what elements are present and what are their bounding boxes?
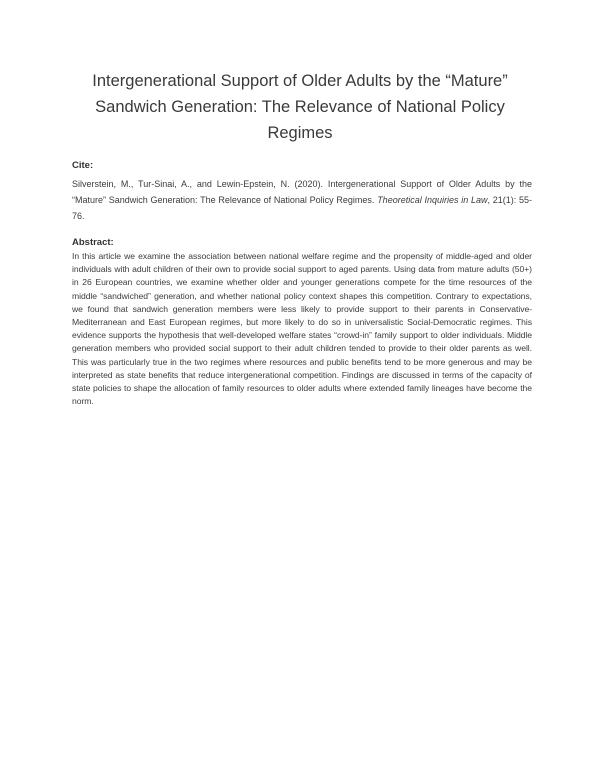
cite-label: Cite: — [72, 160, 94, 171]
citation-volume-pages: , 21(1): 55-76. — [72, 195, 532, 221]
citation — [72, 176, 532, 224]
citation-journal: Theoretical Inquiries in Law — [377, 195, 488, 205]
abstract-text: In this article we examine the association between national welfare regime and the propensity of middle-aged and older individuals with adult children of their own to provide social support to aged parents. Using data from mature adults (50+) in 26 European countries, we examine whether older and younger generations compete for the time resources of the middle “sandwiched” generation, and whether national policy context shapes this competition. Contrary to expectations, we found that sandwich generation members were less likely to provide support to their parents in Conservative-Mediterranean and East European regimes, but more likely to do so in universalistic Social-Democratic regimes. This evidence supports the hypothesis that well-developed welfare states “crowd-in” family support to older individuals. Middle generation members who provided social support to their adult children tended to provide to their older parents as well. This was particularly true in the two regimes where resources and public benefits tend to be more generous and may be interpreted as state benefits that reduce intergenerational competition. Findings are discussed in terms of the capacity of state policies to shape the allocation of family resources to older adults where extended family lineages have become the norm. — [72, 251, 532, 407]
citation-authors-title: Silverstein, M., Tur-Sinai, A., and Lewin-Epstein, N. (2020). Intergenerational Support of Older Adults by the “Mature” Sandwich Generation: The Relevance of National Policy Regimes. — [72, 179, 532, 205]
paper-title: Intergenerational Support of Older Adults by the “Mature” Sandwich Generation: The Relevance of National Policy Regimes — [92, 72, 508, 142]
abstract-label: Abstract: — [72, 237, 114, 248]
